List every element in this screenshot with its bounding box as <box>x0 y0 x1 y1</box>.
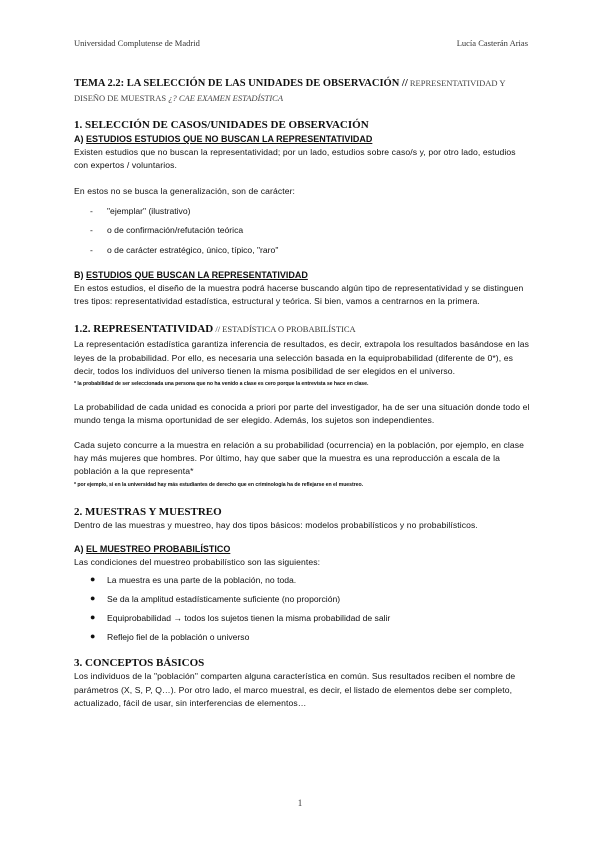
title-main: TEMA 2.2: LA SELECCIÓN DE LAS UNIDADES DE OBSERVACIÓN // <box>74 78 408 89</box>
document-body <box>74 76 530 710</box>
section-1a-heading <box>74 133 530 146</box>
list-item: ● Reflejo fiel de la población o universo <box>90 630 250 642</box>
section-1b-heading <box>74 269 530 282</box>
list-item-text: La muestra es una parte de la población, no toda. <box>107 575 297 586</box>
footnote-2: * por ejemplo, si en la universidad hay más estudiantes de derecho que en criminología ha de reflejarse en el muestreo. <box>74 481 363 488</box>
section-1b-label: ESTUDIOS QUE BUSCAN LA REPRESENTATIVIDAD <box>86 269 308 280</box>
list-item: ● La muestra es una parte de la población, no toda. <box>90 574 297 586</box>
section-1-2-heading <box>74 322 530 336</box>
list-item: - o de carácter estratégico, único, típico, "raro" <box>90 245 279 256</box>
section-1b-prefix: B) <box>74 269 86 280</box>
section-1-2-title: 1.2. REPRESENTATIVIDAD <box>74 323 214 336</box>
list-item-text: o de confirmación/refutación teórica <box>107 225 244 236</box>
section-2a-prefix: A) <box>74 543 86 554</box>
list-item-text: Reflejo fiel de la población o universo <box>107 631 250 642</box>
section-1-2-paragraph-2: La probabilidad de cada unidad es conocida a priori por parte del investigador, ha de ser una situación donde todo el mundo tenga la misma oportunidad de ser elegido. Además, los sujetos son independientes. <box>74 402 530 426</box>
list-item: - o de confirmación/refutación teórica <box>90 225 244 236</box>
list-item: ● Equiprobabilidad → todos los sujetos tienen la misma probabilidad de salir <box>90 611 391 623</box>
list-item: - "ejemplar" (ilustrativo) <box>90 205 191 216</box>
section-2a-paragraph: Las condiciones del muestreo probabilístico son las siguientes: <box>74 556 321 567</box>
section-1-2-paragraph-1: La representación estadística garantiza inferencia de resultados, es decir, extrapola los resultados basándose en las leyes de la probabilidad. Por ello, es necesaria una selección basada en la equiprobabilidad (diferente de 0*), es decir, todos los individuos del universo tienen la misma posibilidad de ser elegidos en el universo. <box>74 339 530 376</box>
section-1a-prefix: A) <box>74 134 86 144</box>
list-item: ● Se da la amplitud estadísticamente suficiente (no proporción) <box>90 593 341 605</box>
header-author: Lucía Casterán Arias <box>456 38 528 48</box>
section-1a-paragraph: Existen estudios que no buscan la representatividad; por un lado, estudios sobre caso/s y, por otro lado, estudios con expertos / voluntarios. <box>74 147 516 171</box>
section-1b-paragraph: En estos estudios, el diseño de la muestra podrá hacerse buscando algún tipo de representatividad y se distinguen tres tipos: representatividad estadística, estructural y teórica. Si bien, vamos a centrarnos en la primera. <box>74 282 524 306</box>
section-3-paragraph: Los individuos de la "población" comparten alguna característica en común. Sus resultados reciben el nombre de parámetros (X, S, P, Q…). Por otro lado, el marco muestral, es decir, el listado de elementos debe ser completo, actualizado, fácil de usar, sin interferencias de elementos… <box>74 671 516 709</box>
document-title <box>74 76 530 106</box>
title-subtitle: REPRESENTATIVIDAD Y DISEÑO DE MUESTRAS <box>74 78 506 103</box>
section-1a-label: ESTUDIOS ESTUDIOS QUE NO BUSCAN LA REPRESENTATIVIDAD <box>86 134 373 144</box>
list-item-text: o de carácter estratégico, único, típico, "raro" <box>107 245 279 256</box>
section-1-2-subtitle: // ESTADÍSTICA O PROBABILÍSTICA <box>213 324 356 335</box>
section-1-2-paragraph-3: Cada sujeto concurre a la muestra en relación a su probabilidad (ocurrencia) en la población, por ejemplo, en clase hay más mujeres que hombres. Por último, hay que saber que la muestra es una reproducción a escala de la población a la que representa* <box>74 439 525 477</box>
list-item-text: Se da la amplitud estadísticamente suficiente (no proporción) <box>107 594 341 605</box>
header-university: Universidad Complutense de Madrid <box>74 38 200 48</box>
list-item-text: "ejemplar" (ilustrativo) <box>107 205 191 216</box>
title-note: ¿? CAE EXAMEN ESTADÍSTICA <box>166 93 284 103</box>
section-2-heading: 2. MUESTRAS Y MUESTREO <box>74 505 222 518</box>
section-3-heading: 3. CONCEPTOS BÁSICOS <box>74 657 205 670</box>
page-number: 1 <box>297 798 303 808</box>
section-2-paragraph: Dentro de las muestras y muestreo, hay dos tipos básicos: modelos probabilísticos y no probabilísticos. <box>74 519 478 530</box>
footnote-1: * la probabilidad de ser seleccionada una persona que no ha venido a clase es cero porque la entrevista se hace en clase. <box>74 381 369 388</box>
list-item-text: Equiprobabilidad → todos los sujetos tienen la misma probabilidad de salir <box>107 612 391 623</box>
character-list <box>74 205 530 257</box>
running-header <box>74 38 528 48</box>
section-2a-heading <box>74 543 530 556</box>
section-1-heading: 1. SELECCIÓN DE CASOS/UNIDADES DE OBSERVACIÓN <box>74 119 369 131</box>
section-1a-paragraph-2: En estos no se busca la generalización, son de carácter: <box>74 185 296 196</box>
conditions-list <box>74 574 530 643</box>
section-2a-label: EL MUESTREO PROBABILÍSTICO <box>86 543 231 554</box>
